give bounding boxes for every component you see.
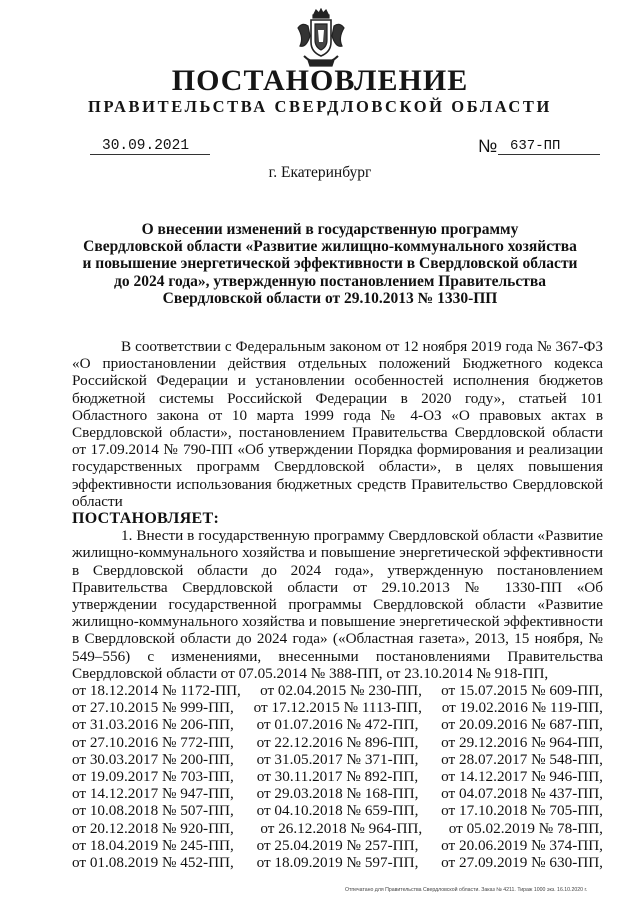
preamble-paragraph: В соответствии с Федеральным законом от 12 ноября 2019 года № 367-ФЗ «О приостановлении действия отдельных положений Бюджетного кодекса Российской Федерации и установлении особенностей исполнения бюджетов бюджетной системы Российской Федерации в 2020 году», статьей 101 Областного закона от 10 марта 1999 года № 4-ОЗ «О правовых актах в Свердловской области», постановлением Правительства Свердловской области от 17.09.2014 № 790-ПП «Об утверждении Порядка формирования и реализации государственных программ Свердловской области», в целях повышения эффективности использования бюджетных средств Правительство Свердловской области (72, 338, 603, 510)
heading-line: Свердловской области «Развитие жилищно-коммунального хозяйства (83, 238, 577, 256)
document-number-value: 637-ПП (510, 138, 561, 154)
amendment-entry: от 29.03.2018 № 168-ПП, (256, 785, 419, 803)
amendment-entry: от 05.02.2019 № 78-ПП, (448, 819, 603, 837)
amendment-row (72, 716, 603, 733)
amendment-entry: от 18.04.2019 № 245-ПП, (72, 836, 234, 854)
amendment-entry: от 30.03.2017 № 200-ПП, (72, 750, 234, 768)
document-number (498, 138, 600, 155)
amendment-entry: от 28.07.2017 № 548-ПП, (441, 750, 603, 768)
date-number-line (0, 136, 640, 160)
amendment-row (72, 854, 603, 871)
heading-line: до 2024 года», утвержденную постановлением Правительства (114, 272, 546, 290)
heading-line: Свердловской области от 29.10.2013 № 1330-ПП (162, 289, 498, 307)
heading-line: О внесении изменений в государственную программу (141, 221, 519, 238)
coat-of-arms-icon (296, 8, 346, 68)
amendment-entry: от 20.12.2018 № 920-ПП, (72, 819, 234, 837)
amendment-entry: от 20.06.2019 № 374-ПП, (441, 836, 603, 854)
amendment-entry: от 18.12.2014 № 1172-ПП, (72, 682, 241, 700)
amendment-entry: от 14.12.2017 № 947-ПП, (72, 785, 234, 803)
heading-line: и повышение энергетической эффективности в Свердловской области (82, 255, 578, 273)
amendment-row (72, 751, 603, 768)
amendment-entry: от 18.09.2019 № 597-ПП, (256, 853, 419, 871)
amendment-row (72, 699, 603, 716)
amendment-entry: от 27.10.2016 № 772-ПП, (72, 733, 234, 751)
amendment-entry: от 25.04.2019 № 257-ПП, (256, 836, 419, 854)
amendment-entry: от 02.04.2015 № 230-ПП, (260, 682, 422, 700)
amendment-entry: от 30.11.2017 № 892-ПП, (256, 768, 419, 785)
amendment-row (72, 734, 603, 751)
amendments-list (72, 682, 603, 871)
amendment-entry: от 15.07.2015 № 609-ПП, (441, 682, 603, 700)
document-date: 30.09.2021 (90, 138, 210, 155)
amendment-entry: от 27.10.2015 № 999-ПП, (72, 699, 234, 717)
amendment-entry: от 04.07.2018 № 437-ПП, (441, 785, 603, 803)
amendment-entry: от 14.12.2017 № 946-ПП, (441, 768, 603, 785)
amendment-row (72, 820, 603, 837)
amendment-entry: от 04.10.2018 № 659-ПП, (256, 802, 419, 820)
city: г. Екатеринбург (268, 164, 372, 181)
document-heading (80, 221, 580, 307)
document-body (72, 338, 603, 871)
amendment-entry: от 19.02.2016 № 119-ПП, (441, 699, 603, 717)
document-title: ПОСТАНОВЛЕНИЕ (171, 64, 469, 97)
amendment-entry: от 29.12.2016 № 964-ПП, (441, 733, 603, 751)
amendment-row (72, 682, 603, 699)
number-label: № (478, 136, 498, 156)
print-note: Отпечатано для Правительства Свердловской области. Заказ № 4211. Тираж 1000 экз. 16.10.2020 г. (345, 887, 588, 893)
amendment-entry: от 20.09.2016 № 687-ПП, (441, 716, 603, 734)
amendment-entry: от 22.12.2016 № 896-ПП, (256, 733, 419, 751)
amendment-entry: от 19.09.2017 № 703-ПП, (72, 768, 234, 785)
amendment-entry: от 31.05.2017 № 371-ПП, (256, 750, 419, 768)
amendment-entry: от 01.08.2019 № 452-ПП, (72, 853, 234, 871)
clause-1: 1. Внести в государственную программу Свердловской области «Развитие жилищно-коммунального хозяйства и повышение энергетической эффективности в Свердловской области до 2024 года», утвержденную постановлением Правительства Свердловской области от 29.10.2013 № 1330-ПП «Об утверждении государственной программы Свердловской области «Развитие жилищно-коммунального хозяйства и повышение энергетической эффективности в Свердловской области до 2024 года» («Областная газета», 2013, 15 ноября, № 549–556) с изменениями, внесенными постановлениями Правительства Свердловской области от 07.05.2014 № 388-ПП, от 23.10.2014 № 918-ПП, (72, 527, 603, 682)
amendment-entry: от 17.12.2015 № 1113-ПП, (253, 699, 422, 717)
amendment-entry: от 27.09.2019 № 630-ПП, (441, 853, 603, 871)
amendment-entry: от 17.10.2018 № 705-ПП, (441, 802, 603, 820)
amendment-entry: от 26.12.2018 № 964-ПП, (260, 819, 423, 837)
amendment-row (72, 768, 603, 785)
issuing-authority: ПРАВИТЕЛЬСТВА СВЕРДЛОВСКОЙ ОБЛАСТИ (88, 97, 552, 116)
amendment-entry: от 31.03.2016 № 206-ПП, (72, 716, 234, 734)
amendment-row (72, 802, 603, 819)
amendment-row (72, 837, 603, 854)
amendment-row (72, 785, 603, 802)
amendment-entry: от 01.07.2016 № 472-ПП, (256, 716, 419, 734)
amendment-entry: от 10.08.2018 № 507-ПП, (72, 802, 234, 820)
resolves-keyword: ПОСТАНОВЛЯЕТ: (72, 510, 220, 528)
